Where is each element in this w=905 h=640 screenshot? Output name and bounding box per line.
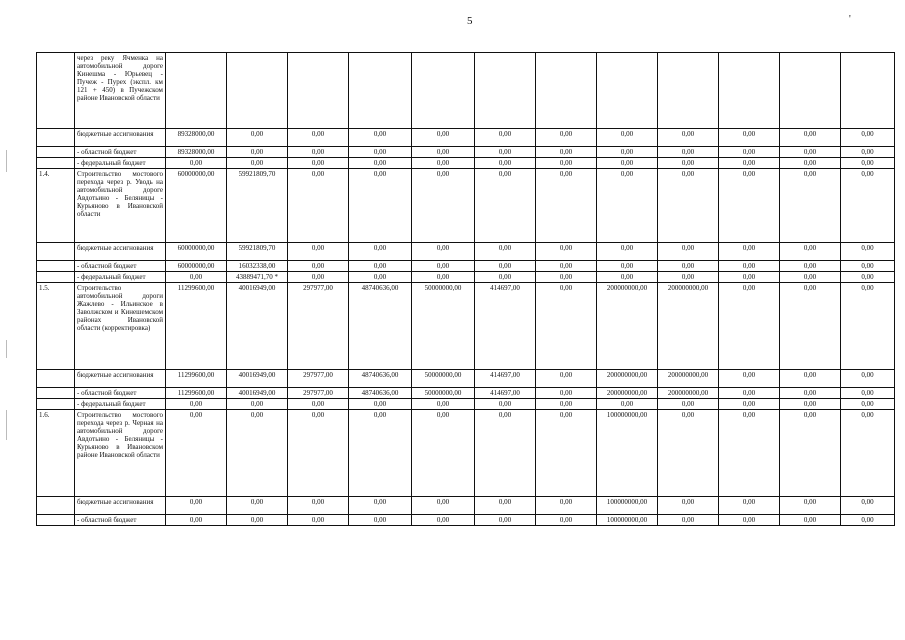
margin-scan-mark bbox=[6, 150, 7, 172]
table-cell: 50000000,00 bbox=[412, 388, 475, 399]
row-label: Строительство мостового перехода через р. Уводь на автомобильной дороге Авдотьино - Беляницы - Курьяново в Ивановской области bbox=[75, 169, 166, 243]
table-cell: 0,00 bbox=[597, 169, 658, 243]
table-cell: 0,00 bbox=[597, 158, 658, 169]
table-cell: 0,00 bbox=[597, 129, 658, 147]
table-cell: 0,00 bbox=[288, 129, 349, 147]
table-cell: 0,00 bbox=[719, 261, 780, 272]
table-cell: 0,00 bbox=[658, 272, 719, 283]
table-cell: 0,00 bbox=[841, 147, 895, 158]
table-cell: 0,00 bbox=[475, 261, 536, 272]
row-index: 1.5. bbox=[37, 283, 75, 370]
table-cell bbox=[227, 53, 288, 129]
table-row bbox=[37, 388, 895, 399]
table-row bbox=[37, 261, 895, 272]
table-cell: 200000000,00 bbox=[658, 370, 719, 388]
table-cell: 0,00 bbox=[841, 515, 895, 526]
table-cell: 0,00 bbox=[412, 515, 475, 526]
table-row bbox=[37, 399, 895, 410]
row-index bbox=[37, 147, 75, 158]
table-cell: 60000000,00 bbox=[166, 169, 227, 243]
table-cell: 0,00 bbox=[166, 515, 227, 526]
table-cell: 0,00 bbox=[597, 243, 658, 261]
table-cell: 0,00 bbox=[536, 370, 597, 388]
table-cell: 0,00 bbox=[597, 147, 658, 158]
table-cell: 0,00 bbox=[475, 272, 536, 283]
row-label: - областной бюджет bbox=[75, 147, 166, 158]
table-cell: 0,00 bbox=[719, 129, 780, 147]
row-index bbox=[37, 261, 75, 272]
table-cell: 0,00 bbox=[719, 399, 780, 410]
table-cell: 0,00 bbox=[288, 147, 349, 158]
table-cell: 0,00 bbox=[719, 515, 780, 526]
row-index bbox=[37, 272, 75, 283]
table-cell bbox=[841, 53, 895, 129]
table-cell: 43889471,70 * bbox=[227, 272, 288, 283]
table-cell: 0,00 bbox=[658, 243, 719, 261]
table-cell: 200000000,00 bbox=[597, 388, 658, 399]
table-cell: 0,00 bbox=[536, 515, 597, 526]
table-cell: 0,00 bbox=[780, 158, 841, 169]
corner-mark: ' bbox=[849, 14, 851, 25]
table-cell: 200000000,00 bbox=[658, 388, 719, 399]
table-cell: 48740636,00 bbox=[349, 283, 412, 370]
table-cell: 40016949,00 bbox=[227, 370, 288, 388]
table-cell: 0,00 bbox=[288, 261, 349, 272]
table-cell: 0,00 bbox=[475, 243, 536, 261]
table-cell: 0,00 bbox=[288, 515, 349, 526]
table-cell: 0,00 bbox=[227, 399, 288, 410]
table-cell: 0,00 bbox=[536, 388, 597, 399]
table-cell: 0,00 bbox=[475, 410, 536, 497]
table-cell: 0,00 bbox=[719, 147, 780, 158]
table-cell: 0,00 bbox=[349, 129, 412, 147]
table-cell: 0,00 bbox=[841, 158, 895, 169]
table-cell bbox=[412, 53, 475, 129]
table-cell: 0,00 bbox=[166, 272, 227, 283]
table-cell: 0,00 bbox=[475, 497, 536, 515]
row-label: Строительство автомобильной дороги Жажлево - Ильинское в Заволжском и Кинешемском районах Ивановской области (корректировка) bbox=[75, 283, 166, 370]
table-row bbox=[37, 283, 895, 370]
table-cell: 0,00 bbox=[412, 272, 475, 283]
table-cell: 0,00 bbox=[658, 410, 719, 497]
table-cell: 0,00 bbox=[349, 410, 412, 497]
table-cell: 100000000,00 bbox=[597, 515, 658, 526]
table-cell: 0,00 bbox=[412, 243, 475, 261]
table-cell: 0,00 bbox=[780, 515, 841, 526]
table-cell: 0,00 bbox=[597, 261, 658, 272]
table-cell: 0,00 bbox=[719, 283, 780, 370]
table-cell: 11299600,00 bbox=[166, 388, 227, 399]
table-row bbox=[37, 129, 895, 147]
table-cell: 100000000,00 bbox=[597, 497, 658, 515]
table-cell: 0,00 bbox=[841, 243, 895, 261]
table-cell: 0,00 bbox=[227, 497, 288, 515]
table-cell: 297977,00 bbox=[288, 283, 349, 370]
table-cell: 0,00 bbox=[841, 497, 895, 515]
row-label: - федеральный бюджет bbox=[75, 158, 166, 169]
table-cell: 0,00 bbox=[780, 410, 841, 497]
row-label: бюджетные ассигнования bbox=[75, 497, 166, 515]
table-cell: 0,00 bbox=[719, 410, 780, 497]
table-body bbox=[37, 53, 895, 526]
table-cell: 59921809,70 bbox=[227, 243, 288, 261]
row-label: бюджетные ассигнования bbox=[75, 129, 166, 147]
table-cell: 0,00 bbox=[719, 158, 780, 169]
margin-scan-mark bbox=[6, 410, 7, 440]
row-label: через реку Ячменка на автомобильной дороге Кинешма - Юрьевец - Пучеж - Пурех (экспл. км 121 + 450) в Пучежском районе Ивановской области bbox=[75, 53, 166, 129]
table-cell: 0,00 bbox=[536, 129, 597, 147]
table-cell: 50000000,00 bbox=[412, 370, 475, 388]
table-cell: 200000000,00 bbox=[658, 283, 719, 370]
table-cell: 0,00 bbox=[288, 158, 349, 169]
table-cell: 0,00 bbox=[349, 158, 412, 169]
table-cell: 0,00 bbox=[780, 272, 841, 283]
table-cell: 0,00 bbox=[349, 261, 412, 272]
table-cell: 0,00 bbox=[536, 169, 597, 243]
row-label: бюджетные ассигнования bbox=[75, 370, 166, 388]
table-cell: 0,00 bbox=[536, 410, 597, 497]
table-cell: 0,00 bbox=[227, 515, 288, 526]
table-cell: 0,00 bbox=[658, 129, 719, 147]
table-cell: 414697,00 bbox=[475, 283, 536, 370]
row-label: - областной бюджет bbox=[75, 515, 166, 526]
table-cell: 0,00 bbox=[536, 158, 597, 169]
row-index bbox=[37, 243, 75, 261]
table-cell: 0,00 bbox=[780, 129, 841, 147]
table-cell: 0,00 bbox=[658, 515, 719, 526]
table-cell: 0,00 bbox=[288, 410, 349, 497]
row-index bbox=[37, 370, 75, 388]
table-cell: 0,00 bbox=[536, 497, 597, 515]
row-index bbox=[37, 53, 75, 129]
table-cell: 0,00 bbox=[719, 370, 780, 388]
table-cell: 89328000,00 bbox=[166, 147, 227, 158]
table-cell: 0,00 bbox=[227, 147, 288, 158]
table-cell: 0,00 bbox=[597, 399, 658, 410]
row-label: бюджетные ассигнования bbox=[75, 243, 166, 261]
table-cell: 0,00 bbox=[780, 399, 841, 410]
table-row bbox=[37, 147, 895, 158]
table-cell bbox=[475, 53, 536, 129]
table-cell: 0,00 bbox=[841, 129, 895, 147]
table-cell: 50000000,00 bbox=[412, 283, 475, 370]
table-cell: 0,00 bbox=[536, 147, 597, 158]
table-cell: 414697,00 bbox=[475, 370, 536, 388]
row-index bbox=[37, 158, 75, 169]
table-cell: 200000000,00 bbox=[597, 283, 658, 370]
table-cell: 0,00 bbox=[349, 272, 412, 283]
table-cell: 0,00 bbox=[475, 515, 536, 526]
table-cell: 0,00 bbox=[349, 497, 412, 515]
table-cell: 0,00 bbox=[658, 399, 719, 410]
table-cell: 0,00 bbox=[412, 129, 475, 147]
row-index bbox=[37, 399, 75, 410]
table-cell: 0,00 bbox=[719, 169, 780, 243]
table-cell: 0,00 bbox=[412, 261, 475, 272]
table-cell: 0,00 bbox=[166, 158, 227, 169]
table-row bbox=[37, 515, 895, 526]
table-cell: 11299600,00 bbox=[166, 283, 227, 370]
table-cell: 0,00 bbox=[349, 399, 412, 410]
table-cell: 0,00 bbox=[719, 497, 780, 515]
table-row bbox=[37, 370, 895, 388]
table-row bbox=[37, 53, 895, 129]
table-cell: 0,00 bbox=[349, 147, 412, 158]
table-cell: 0,00 bbox=[841, 272, 895, 283]
table-cell: 40016949,00 bbox=[227, 283, 288, 370]
table-cell: 297977,00 bbox=[288, 370, 349, 388]
table-cell: 0,00 bbox=[536, 261, 597, 272]
table-cell: 0,00 bbox=[349, 515, 412, 526]
table-cell: 0,00 bbox=[780, 169, 841, 243]
table-cell: 59921809,70 bbox=[227, 169, 288, 243]
table-row bbox=[37, 272, 895, 283]
row-label: - федеральный бюджет bbox=[75, 272, 166, 283]
table-cell: 16032338,00 bbox=[227, 261, 288, 272]
table-cell: 0,00 bbox=[475, 399, 536, 410]
table-cell bbox=[719, 53, 780, 129]
row-label: - областной бюджет bbox=[75, 388, 166, 399]
table-row bbox=[37, 158, 895, 169]
table-cell bbox=[597, 53, 658, 129]
table-cell: 0,00 bbox=[841, 399, 895, 410]
table-cell: 414697,00 bbox=[475, 388, 536, 399]
row-label: - федеральный бюджет bbox=[75, 399, 166, 410]
row-index bbox=[37, 129, 75, 147]
table-cell: 0,00 bbox=[841, 261, 895, 272]
table-cell: 0,00 bbox=[227, 129, 288, 147]
table-cell: 0,00 bbox=[780, 283, 841, 370]
row-index: 1.4. bbox=[37, 169, 75, 243]
table-cell: 0,00 bbox=[475, 169, 536, 243]
table-cell: 0,00 bbox=[349, 169, 412, 243]
row-label: Строительство мостового перехода через р. Черная на автомобильной дороге Авдотьино - Беляницы - Курьяново в Ивановском районе Ивановской области bbox=[75, 410, 166, 497]
table-row bbox=[37, 243, 895, 261]
table-cell: 0,00 bbox=[412, 497, 475, 515]
table-cell: 0,00 bbox=[288, 243, 349, 261]
table-cell: 0,00 bbox=[597, 272, 658, 283]
table-cell: 0,00 bbox=[412, 169, 475, 243]
table-cell: 0,00 bbox=[658, 147, 719, 158]
table-cell: 0,00 bbox=[412, 147, 475, 158]
table-cell: 0,00 bbox=[841, 370, 895, 388]
table-cell: 60000000,00 bbox=[166, 261, 227, 272]
table-row bbox=[37, 169, 895, 243]
table-cell: 0,00 bbox=[166, 497, 227, 515]
table-cell: 0,00 bbox=[475, 158, 536, 169]
table-cell: 0,00 bbox=[658, 158, 719, 169]
table-cell: 0,00 bbox=[841, 388, 895, 399]
table-cell: 0,00 bbox=[719, 388, 780, 399]
table-cell: 0,00 bbox=[288, 272, 349, 283]
table-cell: 0,00 bbox=[536, 283, 597, 370]
table-cell: 0,00 bbox=[288, 497, 349, 515]
table-cell: 48740636,00 bbox=[349, 370, 412, 388]
table-cell: 0,00 bbox=[780, 497, 841, 515]
table-cell: 0,00 bbox=[841, 410, 895, 497]
table-cell: 0,00 bbox=[780, 243, 841, 261]
table-cell: 0,00 bbox=[349, 243, 412, 261]
table-cell bbox=[536, 53, 597, 129]
table-cell: 0,00 bbox=[841, 169, 895, 243]
table-cell: 0,00 bbox=[780, 388, 841, 399]
row-index bbox=[37, 515, 75, 526]
table-cell: 0,00 bbox=[288, 169, 349, 243]
table-cell: 0,00 bbox=[780, 147, 841, 158]
table-cell: 60000000,00 bbox=[166, 243, 227, 261]
table-cell bbox=[658, 53, 719, 129]
table-cell: 89328000,00 bbox=[166, 129, 227, 147]
row-index: 1.6. bbox=[37, 410, 75, 497]
table-cell: 0,00 bbox=[166, 399, 227, 410]
table-cell: 0,00 bbox=[475, 147, 536, 158]
table-cell: 0,00 bbox=[719, 272, 780, 283]
table-cell: 0,00 bbox=[412, 410, 475, 497]
margin-scan-mark bbox=[6, 340, 7, 358]
table-cell: 0,00 bbox=[841, 283, 895, 370]
table-cell: 0,00 bbox=[780, 261, 841, 272]
table-cell: 100000000,00 bbox=[597, 410, 658, 497]
table-cell bbox=[780, 53, 841, 129]
table-cell bbox=[288, 53, 349, 129]
table-cell: 11299600,00 bbox=[166, 370, 227, 388]
table-cell: 0,00 bbox=[412, 158, 475, 169]
table-cell bbox=[166, 53, 227, 129]
table-cell: 0,00 bbox=[536, 243, 597, 261]
table-cell: 200000000,00 bbox=[597, 370, 658, 388]
table-row bbox=[37, 497, 895, 515]
row-label: - областной бюджет bbox=[75, 261, 166, 272]
table-cell: 297977,00 bbox=[288, 388, 349, 399]
table-cell bbox=[349, 53, 412, 129]
table-cell: 0,00 bbox=[227, 410, 288, 497]
table-cell: 48740636,00 bbox=[349, 388, 412, 399]
row-index bbox=[37, 497, 75, 515]
table-cell: 0,00 bbox=[658, 261, 719, 272]
table-cell: 0,00 bbox=[780, 370, 841, 388]
table-cell: 0,00 bbox=[658, 169, 719, 243]
row-index bbox=[37, 388, 75, 399]
table-cell: 0,00 bbox=[536, 399, 597, 410]
table-row bbox=[37, 410, 895, 497]
page-number: 5 bbox=[467, 15, 473, 27]
budget-table bbox=[36, 52, 895, 526]
table-cell: 0,00 bbox=[227, 158, 288, 169]
table-cell: 0,00 bbox=[658, 497, 719, 515]
table-cell: 0,00 bbox=[166, 410, 227, 497]
table-cell: 0,00 bbox=[719, 243, 780, 261]
table-cell: 0,00 bbox=[536, 272, 597, 283]
table-cell: 0,00 bbox=[288, 399, 349, 410]
table-cell: 0,00 bbox=[412, 399, 475, 410]
table-cell: 40016949,00 bbox=[227, 388, 288, 399]
table-cell: 0,00 bbox=[475, 129, 536, 147]
